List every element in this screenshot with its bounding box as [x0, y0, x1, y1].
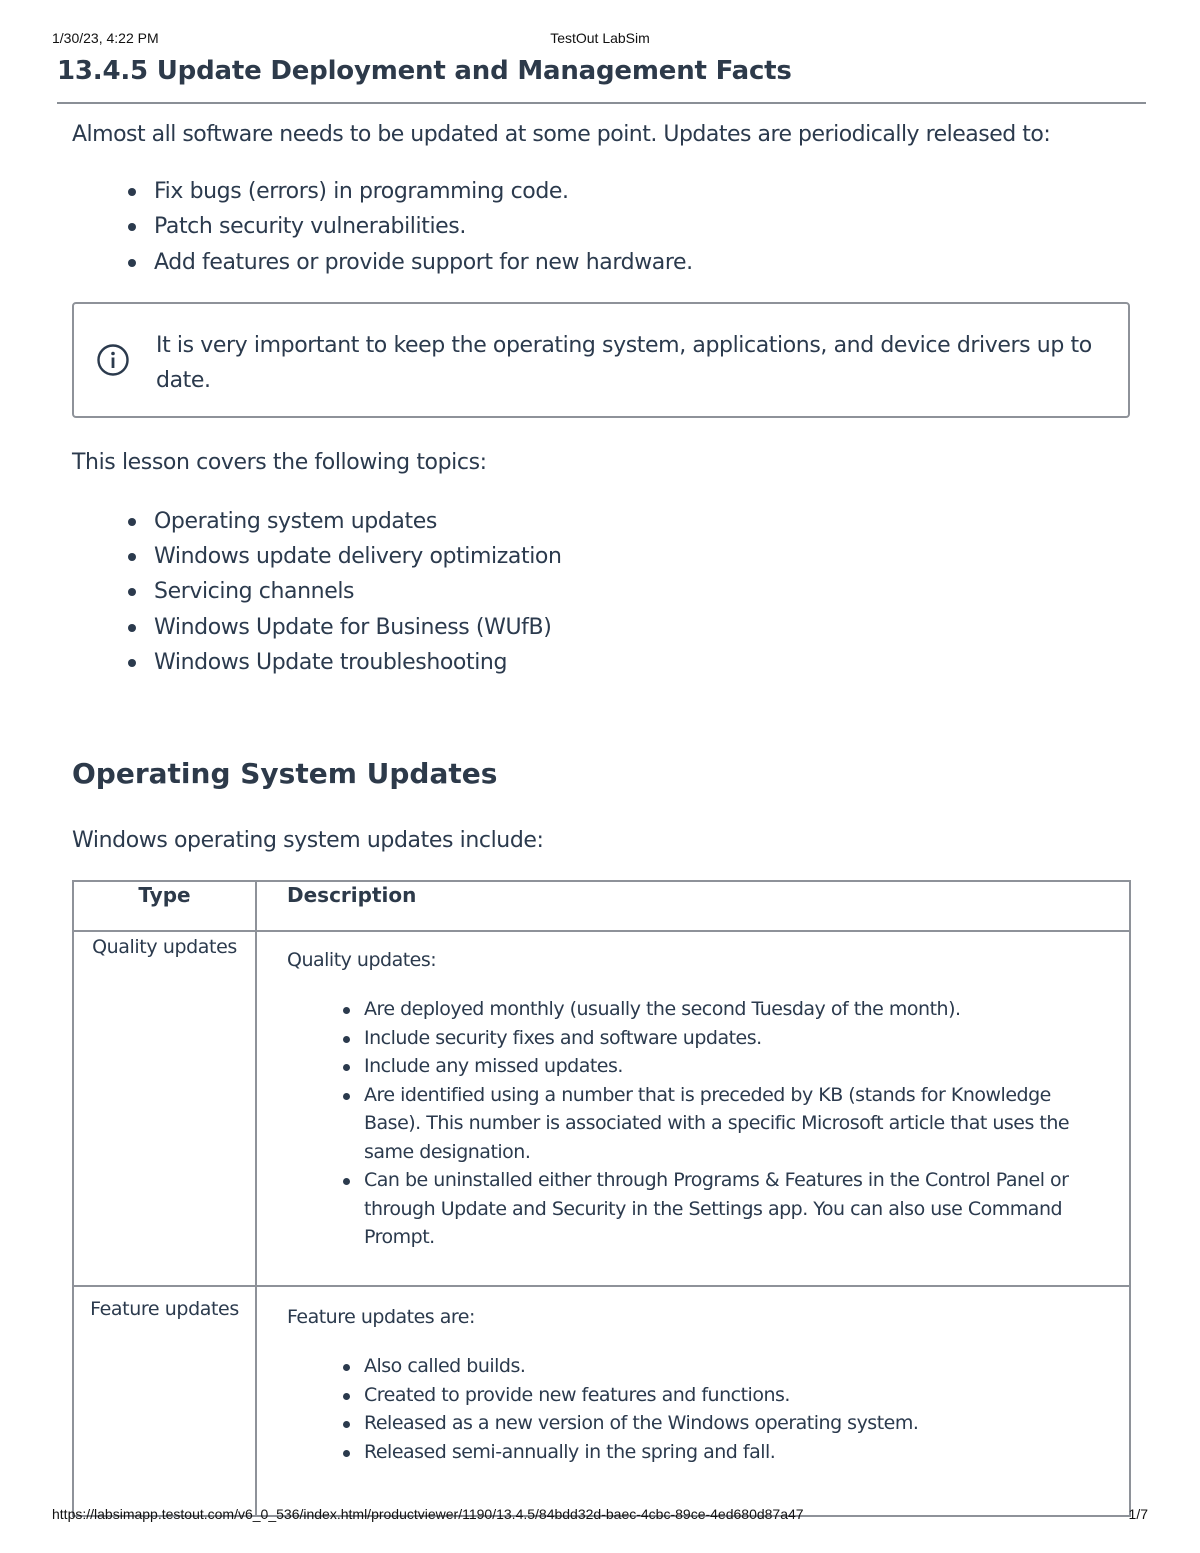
list-item: Windows update delivery optimization	[72, 539, 1130, 574]
updates-table	[72, 880, 1131, 1517]
callout-text: It is very important to keep the operating system, applications, and device drivers up to date.	[156, 332, 1092, 393]
info-icon	[97, 344, 129, 376]
list-item: Can be uninstalled either through Programs & Features in the Control Panel or through Update and Security in the Settings app. You can also use Command Prompt.	[287, 1166, 1099, 1252]
column-header-description: Description	[256, 881, 1130, 931]
type-cell: Quality updates	[73, 931, 256, 1286]
print-footer	[0, 1506, 1200, 1526]
intro-paragraph: Almost all software needs to be updated at some point. Updates are periodically released to:	[72, 122, 1051, 147]
list-item: Patch security vulnerabilities.	[72, 209, 1130, 244]
table-row	[73, 931, 1130, 1286]
list-item: Operating system updates	[72, 504, 1130, 539]
list-item: Also called builds.	[287, 1352, 1099, 1381]
table-header-row	[73, 881, 1130, 931]
lesson-content	[72, 118, 1130, 1517]
page-title: 13.4.5 Update Deployment and Management Facts	[57, 56, 792, 86]
topics-intro: This lesson covers the following topics:	[72, 449, 487, 475]
list-item: Servicing channels	[72, 574, 1130, 609]
list-item: Released semi-annually in the spring and fall.	[287, 1438, 1099, 1467]
list-item: Include any missed updates.	[287, 1052, 1099, 1081]
list-item: Windows Update for Business (WUfB)	[72, 610, 1130, 645]
list-item: Add features or provide support for new hardware.	[72, 245, 1130, 280]
list-item: Released as a new version of the Windows operating system.	[287, 1409, 1099, 1438]
page-number: 1/7	[1128, 1506, 1148, 1522]
description-list	[287, 1352, 1099, 1466]
reasons-list	[72, 174, 1130, 280]
list-item: Fix bugs (errors) in programming code.	[72, 174, 1130, 209]
description-lead: Feature updates are:	[287, 1306, 475, 1329]
topics-list	[72, 504, 1130, 680]
list-item: Include security fixes and software updates.	[287, 1024, 1099, 1053]
print-site-title: TestOut LabSim	[550, 30, 650, 46]
table-intro: Windows operating system updates include:	[72, 828, 544, 854]
type-cell: Feature updates	[73, 1286, 256, 1516]
list-item: Created to provide new features and functions.	[287, 1381, 1099, 1410]
description-lead: Quality updates:	[287, 949, 437, 972]
title-divider	[57, 102, 1146, 104]
column-header-type: Type	[73, 881, 256, 931]
print-datetime: 1/30/23, 4:22 PM	[52, 30, 159, 46]
print-url: https://labsimapp.testout.com/v6_0_536/index.html/productviewer/1190/13.4.5/84bdd32d-baec-4cbc-89ce-4ed680d87a47	[52, 1506, 804, 1522]
description-cell	[256, 931, 1130, 1286]
description-list	[287, 995, 1099, 1252]
description-cell	[256, 1286, 1130, 1516]
list-item: Windows Update troubleshooting	[72, 645, 1130, 680]
list-item: Are identified using a number that is preceded by KB (stands for Knowledge Base). This number is associated with a specific Microsoft article that uses the same designation.	[287, 1081, 1099, 1167]
print-header	[0, 30, 1200, 50]
list-item: Are deployed monthly (usually the second Tuesday of the month).	[287, 995, 1099, 1024]
table-row	[73, 1286, 1130, 1516]
info-callout	[72, 302, 1130, 418]
section-heading: Operating System Updates	[72, 757, 498, 791]
